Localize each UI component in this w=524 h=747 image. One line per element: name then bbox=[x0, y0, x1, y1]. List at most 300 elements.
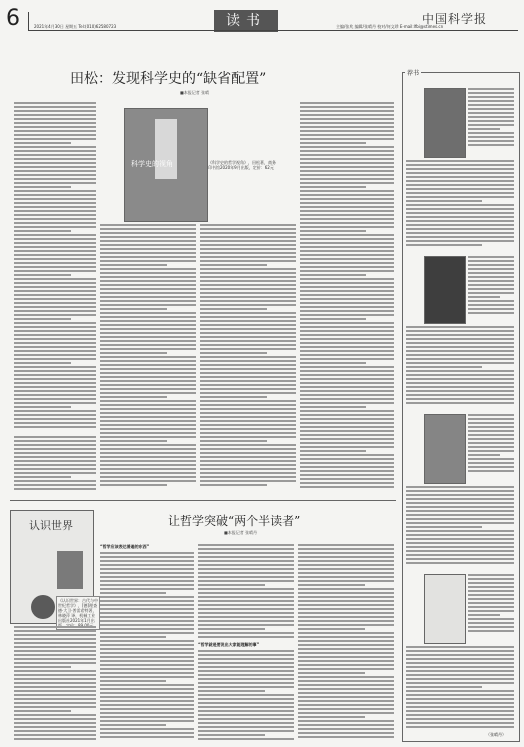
text-line bbox=[100, 668, 194, 670]
text-line bbox=[200, 360, 296, 362]
text-line bbox=[198, 632, 294, 634]
text-line bbox=[198, 670, 294, 672]
text-line bbox=[14, 414, 96, 416]
text-line bbox=[14, 286, 96, 288]
text-line bbox=[198, 650, 294, 652]
text-line bbox=[14, 472, 96, 474]
text-line bbox=[468, 442, 514, 444]
text-line bbox=[298, 708, 394, 710]
text-line bbox=[198, 612, 294, 614]
text-line bbox=[14, 198, 96, 200]
text-line bbox=[298, 696, 394, 698]
text-line bbox=[198, 624, 294, 626]
text-line bbox=[14, 250, 96, 252]
text-line bbox=[300, 478, 394, 480]
text-line bbox=[200, 300, 296, 302]
text-line bbox=[406, 662, 514, 664]
text-line bbox=[300, 198, 394, 200]
text-line bbox=[100, 336, 196, 338]
text-line bbox=[468, 618, 514, 620]
text-line bbox=[200, 376, 296, 378]
text-line bbox=[100, 280, 196, 282]
text-line bbox=[406, 402, 514, 404]
text-line bbox=[14, 436, 96, 438]
text-line bbox=[200, 444, 296, 446]
text-line bbox=[14, 460, 96, 462]
text-line bbox=[100, 684, 194, 686]
sidebar-book-1-review bbox=[406, 160, 514, 250]
text-line bbox=[406, 674, 514, 676]
sidebar-book-3-caption bbox=[468, 414, 514, 476]
text-line bbox=[198, 580, 294, 582]
text-line bbox=[406, 538, 514, 540]
text-line bbox=[406, 228, 514, 230]
text-line bbox=[14, 406, 71, 408]
text-line bbox=[100, 292, 196, 294]
text-line bbox=[198, 686, 294, 688]
text-line bbox=[300, 270, 394, 272]
text-line bbox=[300, 338, 394, 340]
text-line bbox=[14, 452, 96, 454]
text-line bbox=[406, 192, 514, 194]
text-line bbox=[300, 382, 394, 384]
text-line bbox=[200, 468, 296, 470]
text-line bbox=[200, 380, 296, 382]
text-line bbox=[100, 704, 194, 706]
text-line bbox=[14, 480, 96, 482]
text-line bbox=[468, 308, 514, 310]
text-line bbox=[100, 312, 196, 314]
article2-column-3b bbox=[198, 650, 294, 742]
text-line bbox=[14, 718, 96, 720]
article1-book-caption: 《科学史的哲学视角》，田松著，商务印书馆2020年9月出版，定价：62元 bbox=[208, 160, 276, 170]
text-line bbox=[298, 588, 394, 590]
text-line bbox=[468, 574, 514, 576]
text-line bbox=[298, 688, 394, 690]
text-line bbox=[14, 370, 96, 372]
text-line bbox=[14, 726, 96, 728]
text-line bbox=[198, 730, 294, 732]
text-line bbox=[14, 270, 96, 272]
text-line bbox=[406, 710, 514, 712]
text-line bbox=[100, 652, 194, 654]
text-line bbox=[300, 462, 394, 464]
text-line bbox=[14, 174, 96, 176]
text-line bbox=[14, 390, 96, 392]
text-line bbox=[198, 678, 294, 680]
text-line bbox=[200, 416, 296, 418]
text-line bbox=[200, 472, 296, 474]
text-line bbox=[100, 660, 194, 662]
text-line bbox=[300, 262, 394, 264]
text-line bbox=[468, 100, 514, 102]
text-line bbox=[300, 254, 394, 256]
article2-column-2 bbox=[100, 552, 194, 742]
text-line bbox=[406, 370, 514, 372]
text-line bbox=[100, 588, 194, 590]
cover-block bbox=[57, 551, 83, 589]
text-line bbox=[200, 436, 296, 438]
text-line bbox=[100, 568, 194, 570]
text-line bbox=[300, 410, 394, 412]
text-line bbox=[200, 428, 296, 430]
text-line bbox=[300, 486, 394, 488]
sidebar-book-4-review bbox=[406, 646, 514, 732]
text-line bbox=[406, 200, 482, 202]
text-line bbox=[300, 166, 394, 168]
text-line bbox=[468, 438, 514, 440]
text-line bbox=[468, 578, 514, 580]
text-line bbox=[100, 308, 167, 310]
text-line bbox=[198, 584, 265, 586]
text-line bbox=[200, 392, 296, 394]
text-line bbox=[100, 408, 196, 410]
sidebar-book-4-cover bbox=[424, 574, 466, 644]
text-line bbox=[14, 366, 96, 368]
text-line bbox=[14, 484, 96, 486]
text-line bbox=[300, 350, 394, 352]
text-line bbox=[100, 696, 194, 698]
text-line bbox=[300, 174, 394, 176]
text-line bbox=[14, 166, 96, 168]
article2-book-cover-title: 认识世界 bbox=[29, 519, 73, 532]
text-line bbox=[298, 592, 394, 594]
text-line bbox=[298, 716, 365, 718]
text-line bbox=[100, 484, 167, 486]
text-line bbox=[14, 476, 71, 478]
text-line bbox=[100, 708, 194, 710]
text-line bbox=[14, 214, 96, 216]
text-line bbox=[300, 250, 394, 252]
text-line bbox=[14, 350, 96, 352]
text-line bbox=[100, 380, 196, 382]
text-line bbox=[468, 458, 514, 460]
text-line bbox=[300, 150, 394, 152]
article2-column-3a bbox=[198, 544, 294, 640]
text-line bbox=[100, 724, 166, 726]
text-line bbox=[200, 412, 296, 414]
text-line bbox=[406, 334, 514, 336]
text-line bbox=[300, 482, 394, 484]
text-line bbox=[200, 224, 296, 226]
text-line bbox=[406, 722, 514, 724]
text-line bbox=[100, 240, 196, 242]
text-line bbox=[200, 280, 296, 282]
sidebar-book-4-caption bbox=[468, 574, 514, 634]
text-line bbox=[468, 304, 514, 306]
text-line bbox=[298, 564, 394, 566]
text-line bbox=[300, 206, 394, 208]
text-line bbox=[468, 622, 514, 624]
text-line bbox=[406, 216, 514, 218]
text-line bbox=[406, 374, 514, 376]
text-line bbox=[14, 714, 96, 716]
text-line bbox=[14, 190, 96, 192]
text-line bbox=[406, 718, 514, 720]
text-line bbox=[100, 604, 194, 606]
text-line bbox=[468, 470, 514, 472]
text-line bbox=[198, 552, 294, 554]
text-line bbox=[100, 640, 194, 642]
text-line bbox=[406, 354, 514, 356]
text-line bbox=[200, 264, 267, 266]
text-line bbox=[300, 378, 394, 380]
text-line bbox=[468, 96, 514, 98]
text-line bbox=[468, 92, 514, 94]
text-line bbox=[300, 218, 394, 220]
text-line bbox=[300, 230, 366, 232]
text-line bbox=[300, 322, 394, 324]
text-line bbox=[100, 572, 194, 574]
text-line bbox=[200, 404, 296, 406]
sidebar-book-1-caption bbox=[468, 88, 514, 148]
text-line bbox=[100, 384, 196, 386]
text-line bbox=[468, 288, 514, 290]
text-line bbox=[406, 686, 482, 688]
text-line bbox=[14, 734, 96, 736]
text-line bbox=[468, 144, 514, 146]
text-line bbox=[100, 424, 196, 426]
text-line bbox=[14, 302, 96, 304]
text-line bbox=[14, 426, 96, 428]
text-line bbox=[406, 172, 514, 174]
text-line bbox=[14, 234, 96, 236]
text-line bbox=[406, 726, 514, 728]
text-line bbox=[14, 738, 96, 740]
text-line bbox=[406, 342, 514, 344]
text-line bbox=[100, 676, 194, 678]
text-line bbox=[406, 330, 514, 332]
text-line bbox=[298, 704, 394, 706]
text-line bbox=[200, 400, 296, 402]
text-line bbox=[198, 662, 294, 664]
text-line bbox=[300, 246, 394, 248]
text-line bbox=[298, 736, 394, 738]
text-line bbox=[406, 530, 514, 532]
text-line bbox=[14, 158, 96, 160]
article2-column-4 bbox=[298, 544, 394, 742]
text-line bbox=[14, 702, 96, 704]
text-line bbox=[14, 226, 96, 228]
text-line bbox=[300, 474, 394, 476]
text-line bbox=[100, 608, 194, 610]
text-line bbox=[406, 554, 514, 556]
text-line bbox=[300, 434, 394, 436]
editors-line: 主编/张兆 编辑/张晴丹 校对/何文珍 E-mail:lfbi@stimes.cn bbox=[336, 24, 444, 29]
text-line bbox=[14, 306, 96, 308]
text-line bbox=[300, 242, 394, 244]
text-line bbox=[200, 352, 267, 354]
text-line bbox=[468, 582, 514, 584]
text-line bbox=[300, 466, 394, 468]
text-line bbox=[298, 700, 394, 702]
text-line bbox=[14, 206, 96, 208]
text-line bbox=[406, 534, 514, 536]
text-line bbox=[298, 680, 394, 682]
text-line bbox=[200, 396, 267, 398]
text-line bbox=[200, 236, 296, 238]
text-line bbox=[300, 130, 394, 132]
text-line bbox=[198, 572, 294, 574]
text-line bbox=[468, 414, 514, 416]
article1-column-2 bbox=[100, 224, 196, 490]
text-line bbox=[300, 398, 394, 400]
text-line bbox=[200, 464, 296, 466]
text-line bbox=[406, 350, 514, 352]
text-line bbox=[468, 280, 514, 282]
text-line bbox=[406, 650, 514, 652]
article2-byline: ■本报记者 张晴丹 bbox=[224, 530, 258, 535]
text-line bbox=[100, 616, 194, 618]
text-line bbox=[468, 450, 514, 452]
text-line bbox=[200, 440, 267, 442]
text-line bbox=[198, 592, 294, 594]
text-line bbox=[298, 720, 394, 722]
text-line bbox=[300, 310, 394, 312]
text-line bbox=[298, 616, 394, 618]
text-line bbox=[406, 164, 514, 166]
text-line bbox=[14, 690, 96, 692]
text-line bbox=[14, 694, 96, 696]
text-line bbox=[14, 382, 96, 384]
text-line bbox=[198, 722, 294, 724]
text-line bbox=[14, 682, 96, 684]
text-line bbox=[14, 654, 96, 656]
text-line bbox=[100, 560, 194, 562]
text-line bbox=[100, 376, 196, 378]
text-line bbox=[14, 630, 96, 632]
text-line bbox=[300, 190, 394, 192]
text-line bbox=[100, 692, 194, 694]
text-line bbox=[14, 444, 96, 446]
text-line bbox=[100, 392, 196, 394]
text-line bbox=[14, 242, 96, 244]
text-line bbox=[200, 232, 296, 234]
text-line bbox=[406, 180, 514, 182]
text-line bbox=[14, 678, 96, 680]
text-line bbox=[298, 712, 394, 714]
text-line bbox=[468, 272, 514, 274]
text-line bbox=[300, 342, 394, 344]
text-line bbox=[406, 390, 514, 392]
text-line bbox=[100, 344, 196, 346]
text-line bbox=[300, 102, 394, 104]
text-line bbox=[406, 526, 482, 528]
text-line bbox=[100, 352, 167, 354]
text-line bbox=[198, 726, 294, 728]
text-line bbox=[298, 676, 394, 678]
text-line bbox=[198, 596, 294, 598]
text-line bbox=[14, 122, 96, 124]
text-line bbox=[100, 248, 196, 250]
text-line bbox=[198, 564, 294, 566]
text-line bbox=[14, 266, 96, 268]
article1-title: 田松：发现科学史的“缺省配置” bbox=[70, 71, 267, 87]
text-line bbox=[300, 430, 394, 432]
article1-column-1 bbox=[14, 102, 96, 432]
text-line bbox=[100, 612, 194, 614]
text-line bbox=[298, 604, 394, 606]
text-line bbox=[100, 452, 196, 454]
text-line bbox=[198, 738, 294, 740]
sidebar-book-3-cover bbox=[424, 414, 466, 484]
text-line bbox=[406, 658, 514, 660]
text-line bbox=[300, 346, 394, 348]
text-line bbox=[298, 640, 394, 642]
text-line bbox=[468, 256, 514, 258]
text-line bbox=[300, 438, 394, 440]
text-line bbox=[468, 268, 514, 270]
text-line bbox=[406, 168, 514, 170]
text-line bbox=[300, 170, 394, 172]
text-line bbox=[300, 298, 394, 300]
text-line bbox=[100, 320, 196, 322]
text-line bbox=[298, 624, 394, 626]
text-line bbox=[300, 426, 394, 428]
text-line bbox=[14, 230, 71, 232]
text-line bbox=[300, 202, 394, 204]
text-line bbox=[406, 690, 514, 692]
text-line bbox=[14, 418, 96, 420]
text-line bbox=[14, 322, 96, 324]
text-line bbox=[198, 654, 294, 656]
text-line bbox=[14, 218, 96, 220]
text-line bbox=[14, 154, 96, 156]
text-line bbox=[14, 102, 96, 104]
text-line bbox=[100, 360, 196, 362]
text-line bbox=[14, 398, 96, 400]
text-line bbox=[406, 514, 514, 516]
text-line bbox=[14, 222, 96, 224]
text-line bbox=[100, 700, 194, 702]
text-line bbox=[100, 244, 196, 246]
text-line bbox=[100, 468, 196, 470]
text-line bbox=[200, 332, 296, 334]
text-line bbox=[200, 452, 296, 454]
text-line bbox=[14, 290, 96, 292]
sidebar-book-3-review bbox=[406, 486, 514, 566]
text-line bbox=[406, 362, 514, 364]
text-line bbox=[200, 340, 296, 342]
text-line bbox=[406, 510, 514, 512]
text-line bbox=[300, 386, 394, 388]
text-line bbox=[14, 294, 96, 296]
book-cover-title: 科学史的视角 bbox=[131, 160, 173, 168]
text-line bbox=[300, 354, 394, 356]
text-line bbox=[300, 290, 394, 292]
text-line bbox=[406, 366, 482, 368]
text-line bbox=[200, 312, 296, 314]
text-line bbox=[100, 436, 196, 438]
text-line bbox=[14, 142, 71, 144]
text-line bbox=[200, 420, 296, 422]
text-line bbox=[468, 454, 500, 456]
text-line bbox=[200, 344, 296, 346]
text-line bbox=[14, 698, 96, 700]
text-line bbox=[200, 476, 296, 478]
text-line bbox=[406, 518, 514, 520]
text-line bbox=[100, 332, 196, 334]
text-line bbox=[14, 254, 96, 256]
text-line bbox=[100, 460, 196, 462]
text-line bbox=[468, 292, 514, 294]
text-line bbox=[14, 730, 96, 732]
text-line bbox=[100, 300, 196, 302]
text-line bbox=[300, 442, 394, 444]
text-line bbox=[100, 656, 194, 658]
author-portrait bbox=[31, 595, 55, 619]
text-line bbox=[406, 698, 514, 700]
